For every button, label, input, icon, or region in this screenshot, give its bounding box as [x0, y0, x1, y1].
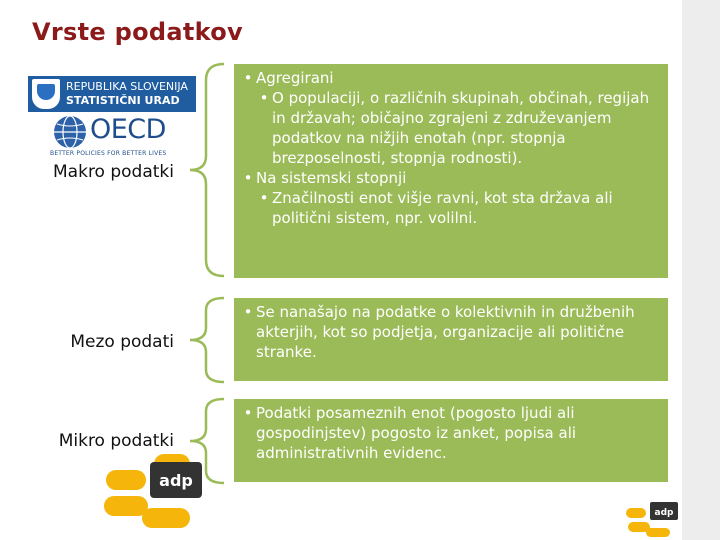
sub-bullet-text: Značilnosti enot višje ravni, kot sta država ali politični sistem, npr. volilni. — [272, 189, 613, 227]
adp-logo-text: adp — [159, 471, 193, 490]
bullet: • Podatki posameznih enot (pogosto ljudi ali gospodinjstev) pogosto iz anket, popisa ali administrativnih evidenc. — [240, 403, 658, 463]
adp-logo-icon — [102, 452, 206, 532]
sub-bullet-text: O populaciji, o različnih skupinah, občinah, regijah in državah; običajno zgrajeni z združevanjem podatkov na nižjih enotah (npr. stopnja brezposelnosti, stopnja rodnosti). — [272, 89, 650, 167]
bullet: • Se nanašajo na podatke o kolektivnih in družbenih akterjih, kot so podjetja, organizacije ali politične stranke. — [240, 302, 658, 362]
oecd-logo — [50, 112, 200, 164]
bullet-text: Se nanašajo na podatke o kolektivnih in družbenih akterjih, kot so podjetja, organizacije ali politične stranke. — [256, 303, 635, 361]
bullet-text: Agregirani — [256, 69, 334, 87]
bullet: • Na sistemski stopnji — [240, 168, 658, 188]
surs-logo-line1: REPUBLIKA SLOVENIJA — [66, 80, 188, 93]
coat-of-arms-icon — [32, 79, 60, 109]
slide-title: Vrste podatkov — [32, 18, 243, 46]
mezo-box — [234, 298, 668, 381]
label-mezo: Mezo podati — [70, 332, 174, 352]
brace-mezo — [184, 294, 232, 386]
adp-logo-small-text: adp — [654, 508, 674, 518]
label-mikro: Mikro podatki — [58, 431, 174, 451]
adp-logo-small-icon — [624, 498, 680, 538]
mikro-box — [234, 399, 668, 482]
oecd-wordmark: OECD — [90, 114, 166, 145]
surs-logo — [28, 76, 196, 112]
sub-bullet: • O populaciji, o različnih skupinah, občinah, regijah in državah; običajno zgrajeni z združevanjem podatkov na nižjih enotah (npr. stopnja brezposelnosti, stopnja rodnosti). — [240, 88, 658, 168]
right-sidebar-strip — [682, 0, 720, 540]
bullet-text: Na sistemski stopnji — [256, 169, 407, 187]
surs-logo-line2: STATISTIČNI URAD — [66, 94, 180, 107]
globe-icon — [52, 114, 88, 150]
makro-box — [234, 64, 668, 278]
oecd-tagline: BETTER POLICIES FOR BETTER LIVES — [50, 150, 167, 157]
sub-bullet: • Značilnosti enot višje ravni, kot sta država ali politični sistem, npr. volilni. — [240, 188, 658, 228]
bullet: • Agregirani — [240, 68, 658, 88]
label-makro: Makro podatki — [53, 162, 174, 182]
bullet-text: Podatki posameznih enot (pogosto ljudi ali gospodinjstev) pogosto iz anket, popisa ali administrativnih evidenc. — [256, 404, 577, 462]
brace-makro — [184, 60, 232, 280]
